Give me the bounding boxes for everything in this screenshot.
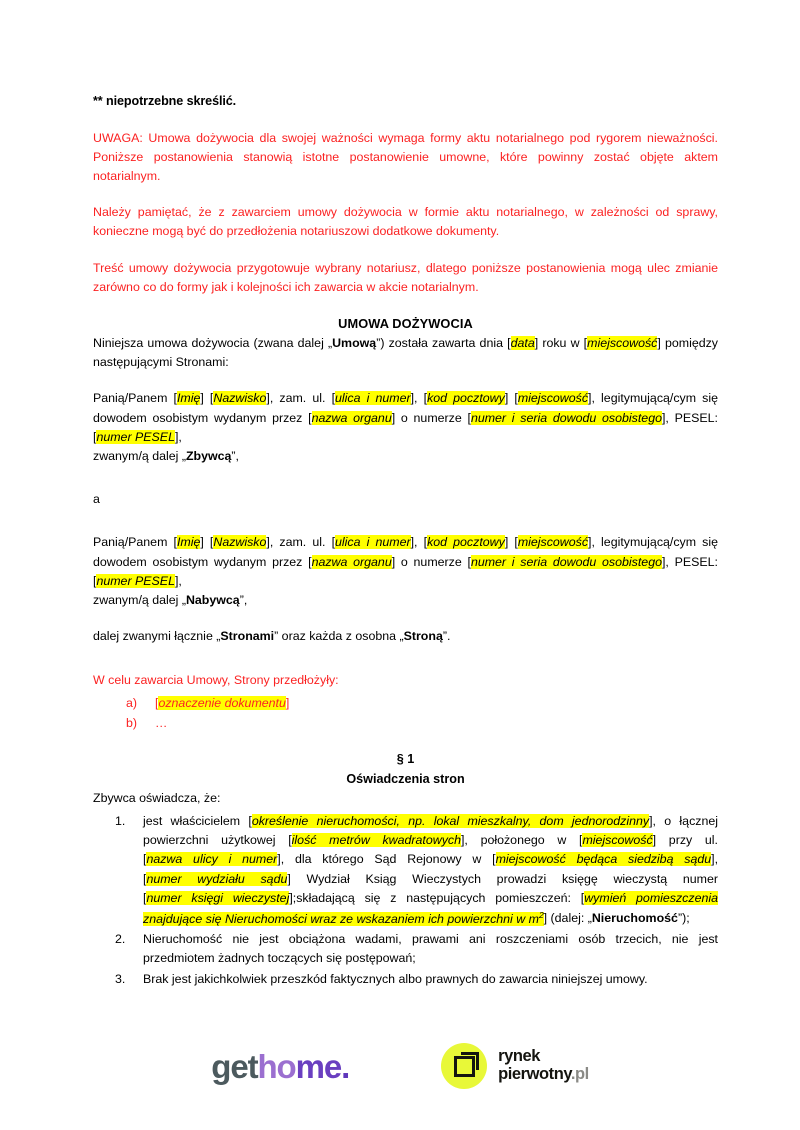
party1-called (93, 447, 718, 466)
joint-stronami: Stronami (220, 629, 275, 644)
stmt1-p5: ], dla którego Sąd Rejonowy w [ (277, 852, 496, 867)
table-row (115, 970, 718, 989)
placeholder-imie-2: Imię (176, 535, 201, 550)
intro-text-4: ] pomiędzy następującymi Stronami: (93, 335, 719, 370)
paragraph-number: § 1 (396, 752, 415, 767)
notice-uwaga: UWAGA: Umowa dożywocia dla swojej ważności wymaga formy aktu notarialnego pod rygorem nieważności. Poniższe postanowienia stanowią istotne postanowienie umowne, które powinny zostać objęte aktem notarialnym. (93, 130, 718, 183)
party2-sep8: ], (174, 573, 182, 588)
placeholder-kod-1: kod pocztowy (427, 391, 505, 406)
table-row (115, 930, 718, 969)
intro-text-2: ”) została zawarta dnia [ (376, 335, 511, 350)
gethome-logo-ho: ho (257, 1047, 296, 1085)
stmt2-text: Nieruchomość nie jest obciążona wadami, prawami ani roszczeniami osób trzecich, nie jest przedmiotem żadnych toczących się postępowań; (143, 931, 718, 966)
stmt1-p9: ] (dalej: „ (543, 911, 592, 926)
party1-sep5: ], legitymującą/cym się dowodem osobistym wydanym przez [ (93, 391, 719, 425)
list-marker-b: b) (126, 715, 138, 730)
list-marker-1: 1. (115, 813, 126, 828)
gethome-logo-get: get (211, 1047, 258, 1085)
joint-t3: ”. (442, 629, 451, 644)
list-marker-3: 3. (115, 971, 126, 986)
placeholder-miejscowosc-nieruchomosci: miejscowość (582, 833, 653, 847)
party2-sep5: ], legitymującą/cym się dowodem osobistym wydanym przez [ (93, 535, 719, 569)
party2-called-prefix: zwanym/ą dalej „ (93, 593, 186, 608)
party-block-zbywca (93, 389, 718, 447)
placeholder-organ-1: nazwa organu (311, 410, 392, 425)
rynekpierwotny-logo (441, 1043, 589, 1089)
documents-list (93, 694, 718, 734)
doc-a-open: [ (155, 695, 159, 710)
intro-umowa-bold: Umową (332, 335, 377, 350)
party-block-nabywca (93, 533, 718, 591)
joint-t1: dalej zwanymi łącznie „ (93, 629, 221, 644)
placeholder-miejscowosc-2: miejscowość (517, 535, 589, 550)
intro-text-1: Niniejsza umowa dożywocia (zwana dalej „ (93, 335, 333, 350)
doc-b-text: … (155, 715, 168, 730)
rynekpierwotny-mark-icon (441, 1043, 487, 1089)
separator-a: a (93, 492, 100, 507)
rynekpierwotny-line2: pierwotny (498, 1065, 571, 1083)
rynekpierwotny-wordmark (498, 1048, 589, 1084)
placeholder-nazwa-ulicy: nazwa ulicy i numer (146, 852, 278, 867)
placeholder-nazwisko-1: Nazwisko (213, 391, 267, 406)
party1-lead: Panią/Panem [ (93, 391, 177, 406)
stmt1-nieruchomosc-bold: Nieruchomość (591, 911, 678, 926)
party2-sep2: ], zam. ul. [ (266, 535, 336, 550)
rynekpierwotny-tld: .pl (570, 1065, 589, 1083)
party2-role: Nabywcą (185, 593, 240, 608)
list-marker-a: a) (126, 695, 138, 710)
joint-strona: Stroną (403, 629, 443, 644)
placeholder-miejscowosc-1: miejscowość (517, 391, 589, 406)
party1-sep1: ] [ (200, 391, 214, 406)
stmt1-p4: ] przy ul. [ (143, 833, 719, 867)
paragraph-heading: Oświadczenia stron (346, 771, 465, 786)
party2-sep3: ], [ (410, 535, 428, 550)
party2-sep7: ], PESEL: [ (93, 554, 719, 588)
party2-lead: Panią/Panem [ (93, 535, 177, 550)
placeholder-imie-1: Imię (176, 391, 201, 406)
party1-role: Zbywcą (185, 448, 232, 463)
stmt1-p7: ] Wydział Ksiąg Wieczystych prowadzi księgę wieczystą numer [ (143, 871, 718, 906)
party2-sep1: ] [ (200, 535, 214, 550)
placeholder-wymien-text: wymień pomieszczenia znajdujące się Nieruchomości wraz ze wskazaniem ich powierzchni w m (143, 891, 718, 926)
placeholder-miejscowosc: miejscowość (587, 335, 658, 350)
placeholder-organ-2: nazwa organu (311, 554, 392, 569)
joint-definition (93, 627, 718, 646)
list-item (126, 694, 718, 714)
placeholder-dowod-1: numer i seria dowodu osobistego (470, 410, 662, 425)
stmt1-p3: ], położonego w [ (460, 833, 583, 847)
list-item (126, 714, 718, 734)
placeholder-metry-kwadratowe: ilość metrów kwadratowych (291, 833, 461, 847)
placeholder-ulica-2: ulica i numer (335, 535, 411, 550)
stmt1-p2: ], o łącznej powierzchni użytkowej [ (143, 813, 718, 847)
party1-sep3: ], [ (410, 391, 428, 406)
doc-a-close: ] (285, 695, 290, 710)
stmt1-p10: ”); (677, 911, 690, 926)
party2-called (93, 591, 718, 610)
square-icon (454, 1056, 475, 1077)
table-row (115, 812, 719, 929)
placeholder-data: data (510, 335, 535, 350)
placeholder-ksiega-wieczysta: numer księgi wieczystej (146, 891, 290, 906)
document-title: UMOWA DOŻYWOCIA (338, 316, 473, 332)
party2-sep6: ] o numerze [ (391, 554, 471, 569)
placeholder-wydzial-sadu: numer wydziału sądu (146, 871, 288, 886)
party2-called-suffix: ”, (239, 593, 248, 608)
intro-paragraph (93, 334, 718, 372)
list-marker-2: 2. (115, 931, 126, 946)
gethome-logo (211, 1047, 350, 1085)
page-footer (0, 1018, 800, 1114)
stmt1-p1: jest właścicielem [ (143, 813, 252, 828)
placeholder-nazwisko-2: Nazwisko (213, 535, 267, 550)
party2-sep4: ] [ (504, 535, 518, 550)
stmt1-p6: ], [ (143, 852, 719, 886)
rynekpierwotny-line1: rynek (498, 1047, 540, 1066)
stmt3-text: Brak jest jakichkolwiek przeszkód faktycznych albo prawnych do zawarcia niniejszej umowy. (143, 971, 648, 986)
placeholder-kod-2: kod pocztowy (427, 535, 505, 550)
gethome-logo-me: me (295, 1047, 342, 1085)
party1-sep6: ] o numerze [ (391, 410, 471, 425)
intro-text-3: ] roku w [ (534, 335, 588, 350)
placeholder-siedziba-sadu: miejscowość będąca siedzibą sądu (495, 852, 712, 867)
placeholder-dowod-2: numer i seria dowodu osobistego (470, 554, 662, 569)
notice-notariusz: Treść umowy dożywocia przygotowuje wybrany notariusz, dlatego poniższe postanowienia mogą ulec zmianie zarówno co do formy jak i kolejności ich zawarcia w akcie notarialnym. (93, 260, 718, 294)
placeholder-pesel-1: numer PESEL (96, 429, 175, 444)
placeholder-oznaczenie-dokumentu: oznaczenie dokumentu (158, 695, 286, 710)
footnote-skreslic: ** niepotrzebne skreślić. (93, 94, 237, 108)
placeholder-pesel-2: numer PESEL (96, 573, 175, 588)
placeholder-m2-sup: 2 (538, 909, 544, 920)
notice-dokumenty: Należy pamiętać, że z zawarciem umowy dożywocia w formie aktu notarialnego, w zależności od sprawy, konieczne mogą być do przedłożenia notariuszowi dodatkowe dokumenty. (93, 205, 718, 239)
party1-sep2: ], zam. ul. [ (266, 391, 336, 406)
stmt1-p8: ];składającą się z następujących pomieszczeń: [ (289, 891, 585, 906)
gethome-logo-dot: . (341, 1047, 350, 1085)
placeholder-okreslenie-nieruchomosci: określenie nieruchomości, np. lokal mieszkalny, dom jednorodzinny (251, 813, 650, 828)
party1-sep8: ], (174, 429, 182, 444)
party1-called-suffix: ”, (231, 448, 239, 463)
placeholder-ulica-1: ulica i numer (335, 391, 411, 406)
paragraph1-lead: Zbywca oświadcza, że: (93, 791, 221, 806)
party1-called-prefix: zwanym/ą dalej „ (93, 448, 186, 463)
joint-t2: ” oraz każda z osobna „ (274, 629, 404, 644)
documents-intro: W celu zawarcia Umowy, Strony przedłożyły: (93, 672, 339, 687)
party1-sep7: ], PESEL: [ (93, 410, 719, 444)
party1-sep4: ] [ (504, 391, 518, 406)
statements-list (93, 812, 718, 989)
document-body (93, 92, 718, 989)
